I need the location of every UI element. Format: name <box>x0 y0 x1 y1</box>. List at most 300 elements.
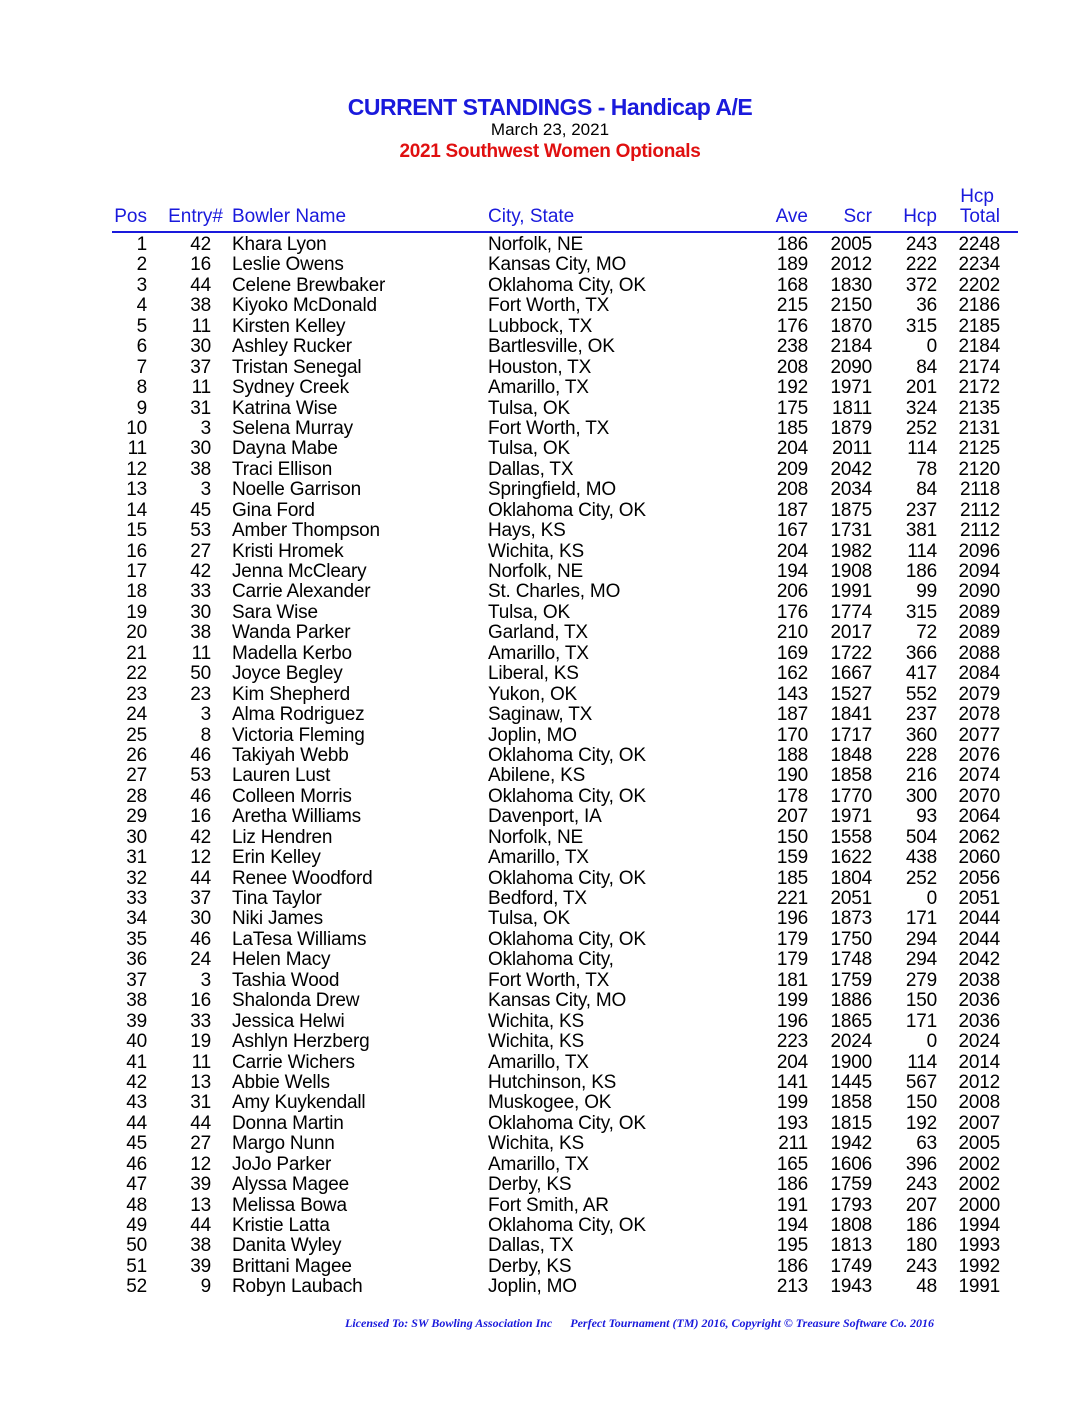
cell-bowler-name: Aretha Williams <box>232 806 361 828</box>
cell-hcp-total: 2135 <box>958 397 1000 419</box>
cell-city-state: Fort Worth, TX <box>488 417 610 439</box>
cell-bowler-name: Brittani Magee <box>232 1255 352 1277</box>
cell-ave: 159 <box>776 847 808 869</box>
cell-ave: 167 <box>776 520 808 542</box>
cell-hcp: 180 <box>905 1235 937 1257</box>
cell-scr: 1793 <box>830 1194 872 1216</box>
cell-entry: 38 <box>190 458 211 480</box>
cell-city-state: Dallas, TX <box>488 1235 574 1257</box>
col-header-pos: Pos <box>114 206 147 227</box>
header-divider <box>112 231 1018 233</box>
cell-bowler-name: JoJo Parker <box>232 1153 332 1175</box>
cell-pos: 43 <box>126 1092 147 1114</box>
cell-scr: 1558 <box>830 826 872 848</box>
cell-hcp: 315 <box>905 315 937 337</box>
cell-hcp-total: 2036 <box>958 990 1000 1012</box>
cell-pos: 21 <box>126 642 147 664</box>
cell-hcp-total: 2064 <box>958 806 1000 828</box>
cell-city-state: Amarillo, TX <box>488 1153 589 1175</box>
table-row <box>0 542 1088 562</box>
cell-entry: 16 <box>190 254 211 276</box>
cell-hcp-total: 2005 <box>958 1133 1000 1155</box>
cell-pos: 36 <box>126 949 147 971</box>
cell-bowler-name: Amber Thompson <box>232 520 380 542</box>
cell-scr: 1667 <box>830 663 872 685</box>
cell-ave: 210 <box>776 622 808 644</box>
cell-pos: 37 <box>126 969 147 991</box>
cell-entry: 45 <box>190 499 211 521</box>
cell-pos: 49 <box>126 1215 147 1236</box>
cell-hcp: 372 <box>905 274 937 296</box>
page-title: CURRENT STANDINGS - Handicap A/E <box>347 94 753 120</box>
cell-bowler-name: Carrie Wichers <box>232 1051 355 1073</box>
cell-ave: 238 <box>776 336 808 358</box>
cell-bowler-name: Kirsten Kelley <box>232 315 346 337</box>
cell-hcp: 294 <box>905 928 937 950</box>
cell-ave: 194 <box>776 1215 808 1236</box>
cell-hcp: 0 <box>926 1031 937 1053</box>
cell-bowler-name: Selena Murray <box>232 417 353 439</box>
cell-ave: 181 <box>776 969 808 991</box>
cell-hcp-total: 2024 <box>958 1031 1000 1053</box>
cell-hcp: 63 <box>916 1133 937 1155</box>
cell-city-state: Garland, TX <box>488 622 588 644</box>
cell-ave: 179 <box>776 949 808 971</box>
standings-table <box>0 235 1088 1298</box>
cell-ave: 185 <box>776 417 808 439</box>
cell-hcp: 243 <box>905 1174 937 1196</box>
table-row <box>0 378 1088 398</box>
tournament-name: 2021 Southwest Women Optionals <box>399 141 701 162</box>
cell-bowler-name: Abbie Wells <box>232 1071 330 1093</box>
cell-entry: 3 <box>200 417 211 439</box>
table-row <box>0 848 1088 868</box>
table-row <box>0 991 1088 1011</box>
cell-hcp: 360 <box>905 724 937 746</box>
cell-city-state: Lubbock, TX <box>488 315 593 337</box>
cell-pos: 50 <box>126 1235 147 1257</box>
cell-ave: 195 <box>776 1235 808 1257</box>
cell-hcp: 294 <box>905 949 937 971</box>
cell-ave: 162 <box>776 663 808 685</box>
cell-ave: 206 <box>776 581 808 603</box>
cell-bowler-name: Robyn Laubach <box>232 1276 363 1298</box>
cell-bowler-name: Sara Wise <box>232 601 318 623</box>
cell-city-state: Oklahoma City, <box>488 949 614 971</box>
cell-ave: 194 <box>776 561 808 582</box>
cell-ave: 204 <box>776 438 808 460</box>
cell-entry: 11 <box>191 642 211 664</box>
cell-ave: 213 <box>776 1276 808 1298</box>
cell-hcp-total: 2088 <box>958 642 1000 664</box>
cell-pos: 29 <box>126 806 147 828</box>
table-row <box>0 909 1088 929</box>
cell-hcp-total: 2078 <box>958 704 1000 726</box>
cell-pos: 42 <box>126 1071 147 1093</box>
cell-hcp: 315 <box>905 601 937 623</box>
cell-hcp: 171 <box>905 908 937 930</box>
cell-hcp-total: 2090 <box>958 581 1000 603</box>
cell-entry: 44 <box>190 274 211 296</box>
col-header-entry: Entry# <box>168 206 223 227</box>
footer-license: Licensed To: SW Bowling Association Inc <box>345 1316 553 1330</box>
cell-scr: 1749 <box>830 1255 872 1277</box>
cell-bowler-name: Shalonda Drew <box>232 990 360 1012</box>
table-row <box>0 971 1088 991</box>
cell-scr: 1971 <box>830 806 872 828</box>
cell-pos: 45 <box>126 1133 147 1155</box>
cell-entry: 39 <box>190 1174 211 1196</box>
cell-entry: 16 <box>190 990 211 1012</box>
cell-city-state: Fort Worth, TX <box>488 969 610 991</box>
cell-scr: 2042 <box>830 458 872 480</box>
col-header-name: Bowler Name <box>232 206 347 227</box>
cell-pos: 8 <box>136 377 147 399</box>
cell-entry: 31 <box>190 1092 211 1114</box>
cell-entry: 42 <box>190 826 211 848</box>
cell-city-state: Amarillo, TX <box>488 847 589 869</box>
cell-scr: 1943 <box>830 1276 872 1298</box>
table-row <box>0 439 1088 459</box>
cell-pos: 38 <box>126 990 147 1012</box>
cell-hcp: 381 <box>905 520 937 542</box>
table-row <box>0 255 1088 275</box>
cell-scr: 1873 <box>830 908 872 930</box>
cell-bowler-name: Wanda Parker <box>232 622 351 644</box>
cell-scr: 2034 <box>830 479 872 501</box>
cell-hcp: 396 <box>905 1153 937 1175</box>
cell-pos: 27 <box>126 765 147 787</box>
cell-scr: 2012 <box>830 254 872 276</box>
cell-bowler-name: Noelle Garrison <box>232 479 361 501</box>
cell-pos: 23 <box>126 683 147 705</box>
cell-hcp: 207 <box>905 1194 937 1216</box>
cell-pos: 44 <box>126 1112 147 1134</box>
cell-ave: 186 <box>776 1174 808 1196</box>
cell-hcp-total: 2042 <box>958 949 1000 971</box>
cell-entry: 27 <box>190 540 211 562</box>
cell-bowler-name: Jessica Helwi <box>232 1010 345 1032</box>
table-row <box>0 1277 1088 1297</box>
cell-city-state: Oklahoma City, OK <box>488 785 646 807</box>
table-row <box>0 1155 1088 1175</box>
cell-bowler-name: Victoria Fleming <box>232 724 365 746</box>
cell-bowler-name: Ashley Rucker <box>232 336 352 358</box>
cell-scr: 1875 <box>830 499 872 521</box>
table-row <box>0 480 1088 500</box>
cell-scr: 1841 <box>830 704 872 726</box>
cell-entry: 44 <box>190 1215 211 1236</box>
cell-hcp: 300 <box>905 785 937 807</box>
table-row <box>0 419 1088 439</box>
cell-city-state: Norfolk, NE <box>488 234 583 255</box>
cell-hcp-total: 2008 <box>958 1092 1000 1114</box>
cell-bowler-name: Renee Woodford <box>232 867 373 889</box>
cell-city-state: Wichita, KS <box>488 1010 584 1032</box>
cell-pos: 48 <box>126 1194 147 1216</box>
cell-ave: 188 <box>776 744 808 766</box>
cell-hcp-total: 2044 <box>958 908 1000 930</box>
cell-ave: 187 <box>776 499 808 521</box>
cell-ave: 196 <box>776 908 808 930</box>
table-row <box>0 399 1088 419</box>
cell-pos: 13 <box>126 479 147 501</box>
cell-pos: 2 <box>136 254 147 276</box>
cell-scr: 1808 <box>830 1215 872 1236</box>
cell-ave: 199 <box>776 990 808 1012</box>
cell-bowler-name: Danita Wyley <box>232 1235 342 1257</box>
table-row <box>0 1216 1088 1236</box>
cell-city-state: Oklahoma City, OK <box>488 274 646 296</box>
cell-scr: 1622 <box>830 847 872 869</box>
table-row <box>0 296 1088 316</box>
cell-entry: 3 <box>200 479 211 501</box>
cell-city-state: Abilene, KS <box>488 765 586 787</box>
cell-bowler-name: Jenna McCleary <box>232 561 367 582</box>
cell-hcp-total: 2186 <box>958 295 1000 317</box>
cell-scr: 1879 <box>830 417 872 439</box>
table-row <box>0 685 1088 705</box>
cell-city-state: Wichita, KS <box>488 540 584 562</box>
cell-pos: 19 <box>126 601 147 623</box>
cell-hcp-total: 1993 <box>958 1235 1000 1257</box>
cell-city-state: Liberal, KS <box>488 663 579 685</box>
cell-hcp-total: 2002 <box>958 1174 1000 1196</box>
cell-hcp: 114 <box>907 1051 937 1073</box>
footer-copyright: Perfect Tournament (TM) 2016, Copyright © Treasure Software Co. 2016 <box>570 1316 935 1330</box>
cell-hcp: 186 <box>905 561 937 582</box>
cell-bowler-name: Tristan Senegal <box>232 356 362 378</box>
cell-pos: 1 <box>136 234 147 255</box>
cell-pos: 46 <box>126 1153 147 1175</box>
table-row <box>0 1032 1088 1052</box>
cell-hcp: 150 <box>905 1092 937 1114</box>
cell-ave: 178 <box>776 785 808 807</box>
cell-scr: 1971 <box>830 377 872 399</box>
cell-ave: 150 <box>776 826 808 848</box>
cell-pos: 7 <box>136 356 147 378</box>
cell-hcp-total: 2062 <box>958 826 1000 848</box>
cell-bowler-name: Kristie Latta <box>232 1215 330 1236</box>
cell-hcp: 366 <box>905 642 937 664</box>
table-row <box>0 1114 1088 1134</box>
table-row <box>0 1175 1088 1195</box>
table-row <box>0 501 1088 521</box>
cell-city-state: Fort Smith, AR <box>488 1194 609 1216</box>
report-date: March 23, 2021 <box>490 120 610 139</box>
cell-entry: 11 <box>191 377 211 399</box>
cell-city-state: Hays, KS <box>488 520 566 542</box>
table-row <box>0 726 1088 746</box>
cell-city-state: Muskogee, OK <box>488 1092 612 1114</box>
cell-hcp: 72 <box>916 622 937 644</box>
col-header-scr: Scr <box>843 206 872 227</box>
cell-scr: 1804 <box>830 867 872 889</box>
cell-entry: 11 <box>191 315 211 337</box>
cell-hcp-total: 2012 <box>958 1071 1000 1093</box>
cell-entry: 44 <box>190 867 211 889</box>
table-row <box>0 521 1088 541</box>
cell-hcp: 114 <box>907 540 937 562</box>
cell-city-state: Oklahoma City, OK <box>488 744 646 766</box>
cell-city-state: Oklahoma City, OK <box>488 928 646 950</box>
cell-entry: 13 <box>190 1194 211 1216</box>
table-row <box>0 766 1088 786</box>
cell-bowler-name: Erin Kelley <box>232 847 321 869</box>
table-row <box>0 1073 1088 1093</box>
table-row <box>0 705 1088 725</box>
cell-ave: 165 <box>776 1153 808 1175</box>
cell-bowler-name: Tashia Wood <box>232 969 340 991</box>
cell-hcp: 36 <box>916 295 937 317</box>
cell-hcp-total: 2007 <box>958 1112 1000 1134</box>
table-row <box>0 1012 1088 1032</box>
cell-entry: 30 <box>190 908 211 930</box>
table-row <box>0 337 1088 357</box>
cell-ave: 187 <box>776 704 808 726</box>
cell-scr: 1865 <box>830 1010 872 1032</box>
cell-hcp-total: 2014 <box>958 1051 1000 1073</box>
cell-hcp-total: 1991 <box>958 1276 1000 1298</box>
cell-hcp-total: 2036 <box>958 1010 1000 1032</box>
table-row <box>0 787 1088 807</box>
cell-city-state: Wichita, KS <box>488 1031 584 1053</box>
cell-scr: 1815 <box>830 1112 872 1134</box>
cell-bowler-name: Khara Lyon <box>232 234 327 255</box>
cell-city-state: Saginaw, TX <box>488 704 593 726</box>
cell-city-state: Kansas City, MO <box>488 990 627 1012</box>
cell-pos: 22 <box>126 663 147 685</box>
cell-hcp-total: 2185 <box>958 315 1000 337</box>
table-row <box>0 582 1088 602</box>
cell-scr: 2184 <box>830 336 872 358</box>
cell-hcp: 228 <box>905 744 937 766</box>
cell-city-state: Oklahoma City, OK <box>488 499 646 521</box>
cell-hcp-total: 2172 <box>958 377 1000 399</box>
cell-city-state: Amarillo, TX <box>488 642 589 664</box>
cell-city-state: Oklahoma City, OK <box>488 1112 646 1134</box>
cell-ave: 185 <box>776 867 808 889</box>
cell-scr: 1717 <box>830 724 872 746</box>
cell-scr: 1848 <box>830 744 872 766</box>
cell-hcp-total: 2074 <box>958 765 1000 787</box>
cell-hcp-total: 2038 <box>958 969 1000 991</box>
table-row <box>0 1134 1088 1154</box>
cell-hcp: 417 <box>905 663 937 685</box>
cell-scr: 1886 <box>830 990 872 1012</box>
cell-ave: 207 <box>776 806 808 828</box>
cell-city-state: Oklahoma City, OK <box>488 1215 646 1236</box>
cell-ave: 223 <box>776 1031 808 1053</box>
cell-city-state: Bedford, TX <box>488 888 587 909</box>
cell-bowler-name: Kim Shepherd <box>232 683 351 705</box>
footer <box>345 1316 934 1331</box>
cell-hcp: 114 <box>907 438 937 460</box>
cell-hcp: 243 <box>905 1255 937 1277</box>
cell-city-state: Hutchinson, KS <box>488 1071 617 1093</box>
cell-bowler-name: Madella Kerbo <box>232 642 352 664</box>
cell-pos: 28 <box>126 785 147 807</box>
cell-hcp-total: 2248 <box>958 234 1000 255</box>
cell-hcp: 0 <box>926 336 937 358</box>
cell-hcp-total: 1992 <box>958 1255 1000 1277</box>
cell-ave: 196 <box>776 1010 808 1032</box>
cell-city-state: Norfolk, NE <box>488 561 583 582</box>
cell-pos: 41 <box>126 1051 147 1073</box>
cell-hcp-total: 2202 <box>958 274 1000 296</box>
table-row <box>0 746 1088 766</box>
cell-bowler-name: Carrie Alexander <box>232 581 371 603</box>
cell-bowler-name: Alma Rodriguez <box>232 704 365 726</box>
cell-scr: 1942 <box>830 1133 872 1155</box>
cell-entry: 33 <box>190 581 211 603</box>
cell-bowler-name: Traci Ellison <box>232 458 333 480</box>
cell-ave: 186 <box>776 1255 808 1277</box>
table-row <box>0 950 1088 970</box>
cell-bowler-name: Helen Macy <box>232 949 331 971</box>
cell-bowler-name: Celene Brewbaker <box>232 274 386 296</box>
cell-hcp: 201 <box>905 377 937 399</box>
cell-city-state: Bartlesville, OK <box>488 336 615 358</box>
col-header-hcp-total-top: Hcp <box>960 186 994 207</box>
cell-entry: 23 <box>190 683 211 705</box>
cell-hcp: 252 <box>905 417 937 439</box>
cell-ave: 168 <box>776 274 808 296</box>
cell-city-state: Dallas, TX <box>488 458 574 480</box>
cell-entry: 42 <box>190 234 211 255</box>
cell-hcp: 279 <box>905 969 937 991</box>
col-header-hcp: Hcp <box>903 206 937 227</box>
cell-pos: 16 <box>126 540 147 562</box>
cell-entry: 31 <box>190 397 211 419</box>
cell-scr: 1759 <box>830 969 872 991</box>
cell-hcp-total: 2089 <box>958 622 1000 644</box>
cell-ave: 186 <box>776 234 808 255</box>
cell-scr: 1606 <box>830 1153 872 1175</box>
cell-hcp: 78 <box>916 458 937 480</box>
cell-hcp-total: 2125 <box>958 438 1000 460</box>
cell-hcp-total: 2002 <box>958 1153 1000 1175</box>
cell-entry: 3 <box>200 969 211 991</box>
cell-hcp: 171 <box>905 1010 937 1032</box>
cell-entry: 33 <box>190 1010 211 1032</box>
cell-entry: 30 <box>190 438 211 460</box>
cell-hcp-total: 2118 <box>959 479 1000 501</box>
col-header-hcp-total-bottom: Total <box>959 206 1000 227</box>
table-row <box>0 1236 1088 1256</box>
cell-city-state: Fort Worth, TX <box>488 295 610 317</box>
cell-hcp-total: 2051 <box>958 888 1000 909</box>
cell-hcp-total: 2112 <box>959 520 1000 542</box>
cell-scr: 1731 <box>830 520 872 542</box>
cell-city-state: Amarillo, TX <box>488 377 589 399</box>
cell-bowler-name: Colleen Morris <box>232 785 352 807</box>
cell-hcp-total: 2079 <box>958 683 1000 705</box>
cell-hcp-total: 2096 <box>958 540 1000 562</box>
cell-pos: 30 <box>126 826 147 848</box>
cell-scr: 1830 <box>830 274 872 296</box>
cell-ave: 211 <box>778 1133 808 1155</box>
cell-scr: 1991 <box>830 581 872 603</box>
cell-hcp-total: 2089 <box>958 601 1000 623</box>
cell-scr: 2051 <box>830 888 872 909</box>
cell-pos: 40 <box>126 1031 147 1053</box>
cell-hcp: 84 <box>916 356 937 378</box>
cell-pos: 12 <box>126 458 147 480</box>
cell-ave: 209 <box>776 458 808 480</box>
cell-ave: 215 <box>776 295 808 317</box>
cell-city-state: Derby, KS <box>488 1174 572 1196</box>
